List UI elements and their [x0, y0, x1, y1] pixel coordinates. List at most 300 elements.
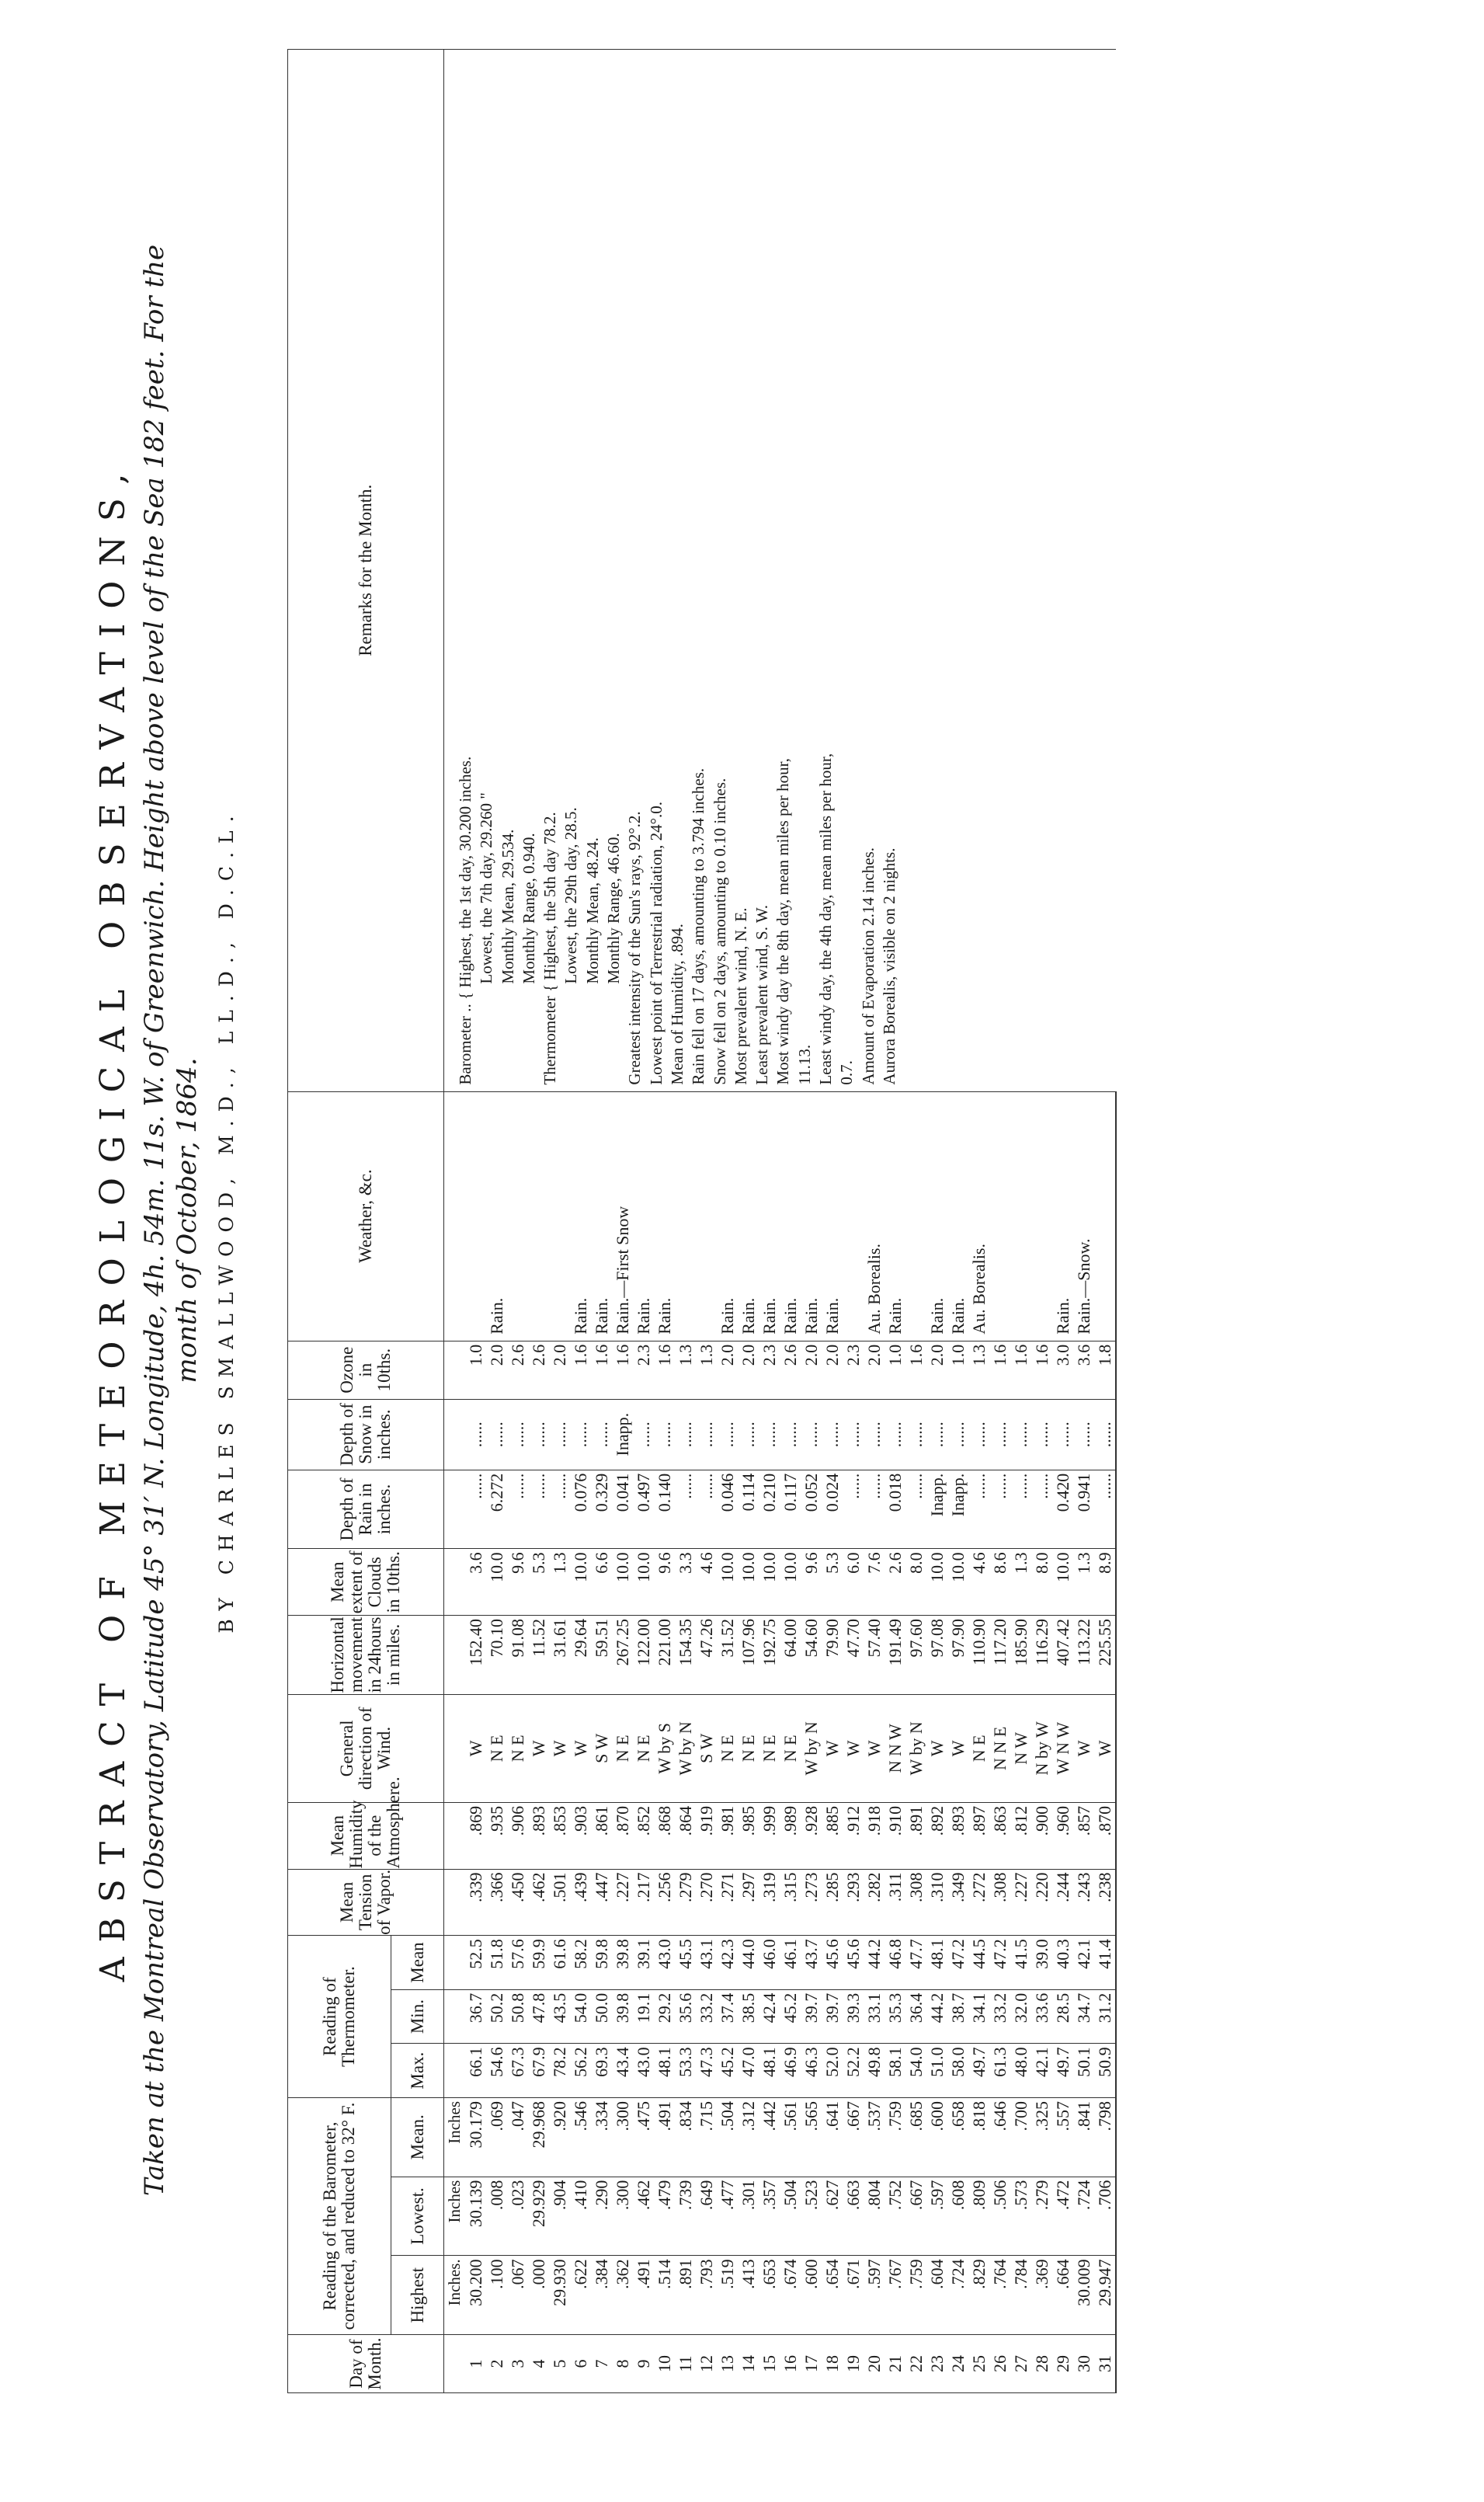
cell-wind: N E	[968, 1694, 989, 1802]
cell-wind: W	[926, 1694, 947, 1802]
cell-therm-min: 33.2	[989, 1989, 1010, 2044]
cell-wind: W	[549, 1694, 570, 1802]
cell-snow: ......	[1094, 1399, 1116, 1470]
cell-humidity: .853	[549, 1802, 570, 1869]
cell-humidity: .912	[843, 1802, 864, 1869]
cell-baro-lowest: .904	[549, 2177, 570, 2256]
cell-snow: ......	[654, 1399, 675, 1470]
cell-snow: Inapp.	[612, 1399, 633, 1470]
cell-therm-mean: 44.5	[968, 1936, 989, 1990]
cell-baro-mean: .557	[1052, 2097, 1073, 2177]
cell-vapor: .439	[570, 1869, 591, 1936]
cell-snow: ......	[926, 1399, 947, 1470]
cell-humidity: .910	[884, 1802, 905, 1869]
cell-therm-mean: 43.7	[801, 1936, 822, 1990]
cell-snow: ......	[1010, 1399, 1031, 1470]
cell-snow: ......	[570, 1399, 591, 1470]
cell-day: 31	[1094, 2335, 1116, 2393]
remark-line: Least windy day, the 4th day, mean miles per hour,	[816, 753, 836, 1085]
remarks-cell	[444, 50, 1117, 1092]
cell-horizontal: 407.42	[1052, 1616, 1073, 1695]
cell-rain: 0.497	[633, 1470, 654, 1549]
remark-line: Thermometer { Highest, the 5th day 78.2.	[540, 812, 560, 1085]
cell-day: 19	[843, 2335, 864, 2393]
cell-wind: W	[843, 1694, 864, 1802]
cell-therm-mean: 59.9	[528, 1936, 549, 1990]
cell-clouds: 3.6	[465, 1549, 486, 1616]
cell-humidity: .863	[989, 1802, 1010, 1869]
cell-baro-mean: .600	[926, 2097, 947, 2177]
cell-baro-highest: .784	[1010, 2256, 1031, 2335]
cell-therm-mean: 42.1	[1073, 1936, 1094, 1990]
cell-baro-mean: .069	[486, 2097, 507, 2177]
cell-rain: 0.041	[612, 1470, 633, 1549]
cell-ozone: 2.3	[843, 1341, 864, 1399]
col-header-weather: Weather, &c.	[288, 1091, 444, 1341]
remark-line: Snow fell on 2 days, amounting to 0.10 inches.	[710, 778, 729, 1085]
cell-humidity: .893	[528, 1802, 549, 1869]
cell-therm-mean: 59.8	[591, 1936, 612, 1990]
cell-weather: Rain.—First Snow	[612, 1091, 633, 1341]
cell-baro-lowest: .300	[612, 2177, 633, 2256]
cell-day: 29	[1052, 2335, 1073, 2393]
cell-ozone: 2.0	[738, 1341, 759, 1399]
cell-day: 22	[905, 2335, 926, 2393]
cell-weather	[843, 1091, 864, 1341]
units-cell	[444, 1936, 466, 1990]
cell-therm-min: 33.6	[1031, 1989, 1052, 2044]
cell-vapor: .273	[801, 1869, 822, 1936]
cell-weather: Rain.	[884, 1091, 905, 1341]
cell-therm-max: 46.3	[801, 2044, 822, 2098]
units-cell	[444, 1470, 466, 1549]
units-cell	[444, 2044, 466, 2098]
cell-ozone: 2.0	[864, 1341, 884, 1399]
cell-clouds: 10.0	[570, 1549, 591, 1616]
units-cell	[444, 1399, 466, 1470]
cell-baro-highest: .597	[864, 2256, 884, 2335]
col-header-thermometer: Reading of Thermometer.	[288, 1936, 391, 2098]
cell-baro-highest: .829	[968, 2256, 989, 2335]
cell-humidity: .864	[675, 1802, 696, 1869]
cell-snow: ......	[486, 1399, 507, 1470]
cell-therm-max: 49.7	[1052, 2044, 1073, 2098]
cell-wind: N E	[738, 1694, 759, 1802]
col-header-clouds: Mean extent of Clouds in 10ths.	[288, 1549, 444, 1616]
cell-therm-mean: 45.5	[675, 1936, 696, 1990]
cell-vapor: .308	[905, 1869, 926, 1936]
cell-rain: ......	[1031, 1470, 1052, 1549]
cell-rain: ......	[968, 1470, 989, 1549]
cell-baro-mean: .561	[780, 2097, 801, 2177]
cell-vapor: .238	[1094, 1869, 1116, 1936]
cell-day: 7	[591, 2335, 612, 2393]
cell-day: 14	[738, 2335, 759, 2393]
units-cell-baro-mean: Inches	[444, 2097, 466, 2177]
cell-therm-max: 67.9	[528, 2044, 549, 2098]
cell-clouds: 10.0	[1052, 1549, 1073, 1616]
cell-weather: Rain.	[822, 1091, 843, 1341]
cell-rain: ......	[465, 1470, 486, 1549]
cell-therm-max: 61.3	[989, 2044, 1010, 2098]
cell-baro-highest: .362	[612, 2256, 633, 2335]
units-cell	[444, 1869, 466, 1936]
cell-snow: ......	[780, 1399, 801, 1470]
cell-baro-lowest: .023	[507, 2177, 528, 2256]
remark-line: Most prevalent wind, N. E.	[731, 907, 750, 1085]
cell-weather	[989, 1091, 1010, 1341]
cell-vapor: .220	[1031, 1869, 1052, 1936]
remark-line: Barometer .. { Highest, the 1st day, 30.200 inches.	[456, 756, 474, 1085]
cell-therm-mean: 47.2	[989, 1936, 1010, 1990]
cell-therm-max: 54.6	[486, 2044, 507, 2098]
cell-horizontal: 54.60	[801, 1616, 822, 1695]
cell-baro-mean: 29.968	[528, 2097, 549, 2177]
cell-therm-mean: 48.1	[926, 1936, 947, 1990]
cell-weather	[507, 1091, 528, 1341]
cell-day: 4	[528, 2335, 549, 2393]
cell-therm-max: 69.3	[591, 2044, 612, 2098]
cell-therm-min: 50.0	[591, 1989, 612, 2044]
cell-clouds: 4.6	[696, 1549, 717, 1616]
cell-rain: ......	[864, 1470, 884, 1549]
cell-baro-highest: .654	[822, 2256, 843, 2335]
units-cell	[444, 1549, 466, 1616]
cell-therm-mean: 52.5	[465, 1936, 486, 1990]
cell-baro-mean: .920	[549, 2097, 570, 2177]
cell-clouds: 8.0	[1031, 1549, 1052, 1616]
cell-rain: ......	[989, 1470, 1010, 1549]
cell-horizontal: 267.25	[612, 1616, 633, 1695]
cell-clouds: 7.6	[864, 1549, 884, 1616]
cell-clouds: 10.0	[926, 1549, 947, 1616]
cell-therm-min: 45.2	[780, 1989, 801, 2044]
cell-therm-min: 34.7	[1073, 1989, 1094, 2044]
cell-day: 1	[465, 2335, 486, 2393]
cell-snow: ......	[465, 1399, 486, 1470]
cell-horizontal: 191.49	[884, 1616, 905, 1695]
cell-therm-min: 32.0	[1010, 1989, 1031, 2044]
cell-rain: Inapp.	[926, 1470, 947, 1549]
cell-weather: Rain.	[654, 1091, 675, 1341]
cell-baro-highest: .604	[926, 2256, 947, 2335]
cell-rain: 0.018	[884, 1470, 905, 1549]
cell-ozone: 2.6	[780, 1341, 801, 1399]
cell-horizontal: 97.08	[926, 1616, 947, 1695]
cell-therm-max: 49.8	[864, 2044, 884, 2098]
cell-humidity: .885	[822, 1802, 843, 1869]
units-cell	[444, 1341, 466, 1399]
cell-horizontal: 117.20	[989, 1616, 1010, 1695]
cell-baro-highest: 30.200	[465, 2256, 486, 2335]
cell-rain: 0.140	[654, 1470, 675, 1549]
units-cell	[444, 1989, 466, 2044]
remark-line: Least prevalent wind, S. W.	[752, 905, 772, 1085]
cell-therm-min: 42.4	[759, 1989, 780, 2044]
cell-clouds: 10.0	[633, 1549, 654, 1616]
cell-ozone: 1.3	[696, 1341, 717, 1399]
remark-line: Greatest intensity of the Sun's rays, 92°.2.	[625, 811, 645, 1085]
cell-day: 25	[968, 2335, 989, 2393]
cell-clouds: 10.0	[738, 1549, 759, 1616]
cell-weather: Rain.	[926, 1091, 947, 1341]
units-cell	[444, 1802, 466, 1869]
cell-therm-max: 66.1	[465, 2044, 486, 2098]
cell-day: 8	[612, 2335, 633, 2393]
cell-humidity: .870	[1094, 1802, 1116, 1869]
cell-therm-max: 45.2	[717, 2044, 738, 2098]
cell-therm-mean: 40.3	[1052, 1936, 1073, 1990]
cell-vapor: .285	[822, 1869, 843, 1936]
cell-rain: ......	[549, 1470, 570, 1549]
cell-clouds: 1.3	[549, 1549, 570, 1616]
units-cell-baro-lowest: Inches	[444, 2177, 466, 2256]
cell-vapor: .243	[1073, 1869, 1094, 1936]
cell-baro-highest: .724	[947, 2256, 968, 2335]
cell-baro-highest: .793	[696, 2256, 717, 2335]
cell-vapor: .279	[675, 1869, 696, 1936]
cell-baro-mean: .641	[822, 2097, 843, 2177]
cell-weather	[1031, 1091, 1052, 1341]
observations-table-wrapper	[287, 49, 1114, 2393]
cell-clouds: 3.3	[675, 1549, 696, 1616]
cell-ozone: 2.0	[801, 1341, 822, 1399]
cell-therm-max: 47.0	[738, 2044, 759, 2098]
cell-clouds: 9.6	[654, 1549, 675, 1616]
cell-snow: ......	[549, 1399, 570, 1470]
cell-rain: 0.076	[570, 1470, 591, 1549]
cell-ozone: 2.0	[486, 1341, 507, 1399]
cell-vapor: .310	[926, 1869, 947, 1936]
cell-snow: ......	[738, 1399, 759, 1470]
cell-weather	[1010, 1091, 1031, 1341]
cell-therm-mean: 39.8	[612, 1936, 633, 1990]
cell-ozone: 1.3	[675, 1341, 696, 1399]
cell-wind: W by S	[654, 1694, 675, 1802]
cell-baro-lowest: .663	[843, 2177, 864, 2256]
cell-vapor: .447	[591, 1869, 612, 1936]
cell-baro-highest: .067	[507, 2256, 528, 2335]
cell-baro-highest: .674	[780, 2256, 801, 2335]
cell-baro-mean: .841	[1073, 2097, 1094, 2177]
cell-wind: W	[528, 1694, 549, 1802]
cell-snow: ......	[1031, 1399, 1052, 1470]
cell-therm-max: 67.3	[507, 2044, 528, 2098]
cell-baro-mean: .759	[884, 2097, 905, 2177]
cell-horizontal: 97.60	[905, 1616, 926, 1695]
cell-baro-lowest: .667	[905, 2177, 926, 2256]
cell-baro-highest: 29.947	[1094, 2256, 1116, 2335]
cell-vapor: .450	[507, 1869, 528, 1936]
cell-ozone: 1.6	[1010, 1341, 1031, 1399]
cell-weather	[1094, 1091, 1116, 1341]
cell-therm-mean: 43.0	[654, 1936, 675, 1990]
remark-line: Monthly Mean, 29.534.	[498, 829, 517, 984]
cell-snow: ......	[989, 1399, 1010, 1470]
cell-snow: ......	[801, 1399, 822, 1470]
cell-therm-mean: 61.6	[549, 1936, 570, 1990]
cell-clouds: 1.3	[1010, 1549, 1031, 1616]
cell-humidity: .985	[738, 1802, 759, 1869]
cell-horizontal: 31.61	[549, 1616, 570, 1695]
cell-baro-mean: .312	[738, 2097, 759, 2177]
cell-therm-min: 50.8	[507, 1989, 528, 2044]
cell-vapor: .462	[528, 1869, 549, 1936]
col-header-ozone: Ozone in 10ths.	[288, 1341, 444, 1399]
cell-clouds: 5.3	[822, 1549, 843, 1616]
cell-ozone: 2.6	[507, 1341, 528, 1399]
cell-baro-highest: .622	[570, 2256, 591, 2335]
cell-therm-max: 53.3	[675, 2044, 696, 2098]
cell-vapor: .293	[843, 1869, 864, 1936]
cell-weather: Rain.	[633, 1091, 654, 1341]
cell-horizontal: 152.40	[465, 1616, 486, 1695]
table-body	[444, 50, 1117, 2393]
cell-baro-highest: .519	[717, 2256, 738, 2335]
cell-baro-lowest: .301	[738, 2177, 759, 2256]
cell-therm-mean: 58.2	[570, 1936, 591, 1990]
cell-ozone: 1.0	[884, 1341, 905, 1399]
col-header-baro-mean: Mean.	[391, 2097, 444, 2177]
cell-baro-highest: .759	[905, 2256, 926, 2335]
cell-humidity: .870	[612, 1802, 633, 1869]
cell-snow: ......	[905, 1399, 926, 1470]
cell-baro-mean: .047	[507, 2097, 528, 2177]
cell-ozone: 2.0	[822, 1341, 843, 1399]
cell-baro-lowest: .608	[947, 2177, 968, 2256]
cell-ozone: 2.3	[633, 1341, 654, 1399]
col-header-wind: General direction of Wind.	[288, 1694, 444, 1802]
cell-baro-lowest: .410	[570, 2177, 591, 2256]
page-title: ABSTRACT OF METEOROLOGICAL OBSERVATIONS,	[93, 458, 133, 1982]
cell-clouds: 4.6	[968, 1549, 989, 1616]
col-header-rain: Depth of Rain in inches.	[288, 1470, 444, 1549]
remark-line: Mean of Humidity, .894.	[667, 924, 686, 1085]
cell-horizontal: 47.26	[696, 1616, 717, 1695]
cell-wind: W	[1073, 1694, 1094, 1802]
cell-day: 11	[675, 2335, 696, 2393]
cell-day: 26	[989, 2335, 1010, 2393]
col-header-baro-lowest: Lowest.	[391, 2177, 444, 2256]
cell-baro-lowest: .477	[717, 2177, 738, 2256]
cell-therm-max: 56.2	[570, 2044, 591, 2098]
cell-wind: W N W	[1052, 1694, 1073, 1802]
cell-rain: 0.114	[738, 1470, 759, 1549]
cell-therm-min: 35.3	[884, 1989, 905, 2044]
cell-rain: ......	[1010, 1470, 1031, 1549]
author-line: BY CHARLES SMALLWOOD, M.D., LL.D., D.C.L.	[215, 807, 238, 1634]
cell-rain: 0.117	[780, 1470, 801, 1549]
cell-day: 28	[1031, 2335, 1052, 2393]
cell-therm-max: 46.9	[780, 2044, 801, 2098]
cell-wind: N E	[612, 1694, 633, 1802]
cell-clouds: 10.0	[759, 1549, 780, 1616]
cell-wind: W	[570, 1694, 591, 1802]
cell-therm-max: 43.4	[612, 2044, 633, 2098]
cell-humidity: .903	[570, 1802, 591, 1869]
cell-horizontal: 154.35	[675, 1616, 696, 1695]
cell-wind: W	[947, 1694, 968, 1802]
cell-rain: ......	[528, 1470, 549, 1549]
cell-horizontal: 11.52	[528, 1616, 549, 1695]
cell-vapor: .244	[1052, 1869, 1073, 1936]
cell-weather: Au. Borealis.	[864, 1091, 884, 1341]
remark-line: Rain fell on 17 days, amounting to 3.794 inches.	[689, 767, 708, 1085]
cell-vapor: .227	[1010, 1869, 1031, 1936]
cell-therm-min: 31.2	[1094, 1989, 1116, 2044]
cell-ozone: 1.0	[465, 1341, 486, 1399]
col-header-therm-min: Min.	[391, 1989, 444, 2044]
cell-day: 5	[549, 2335, 570, 2393]
cell-therm-min: 28.5	[1052, 1989, 1073, 2044]
cell-horizontal: 57.40	[864, 1616, 884, 1695]
cell-snow: ......	[633, 1399, 654, 1470]
cell-baro-highest: .664	[1052, 2256, 1073, 2335]
cell-humidity: .906	[507, 1802, 528, 1869]
cell-therm-min: 37.4	[717, 1989, 738, 2044]
cell-rain: 0.024	[822, 1470, 843, 1549]
cell-therm-mean: 41.5	[1010, 1936, 1031, 1990]
cell-therm-min: 34.1	[968, 1989, 989, 2044]
units-row	[444, 50, 466, 2393]
cell-baro-highest: .671	[843, 2256, 864, 2335]
cell-baro-lowest: .739	[675, 2177, 696, 2256]
cell-rain: 0.420	[1052, 1470, 1073, 1549]
units-cell-baro-highest: Inches.	[444, 2256, 466, 2335]
cell-baro-mean: .834	[675, 2097, 696, 2177]
cell-weather: Rain.	[570, 1091, 591, 1341]
cell-baro-mean: .667	[843, 2097, 864, 2177]
cell-vapor: .271	[717, 1869, 738, 1936]
cell-baro-highest: .653	[759, 2256, 780, 2335]
cell-humidity: .812	[1010, 1802, 1031, 1869]
cell-horizontal: 225.55	[1094, 1616, 1116, 1695]
cell-therm-mean: 39.0	[1031, 1936, 1052, 1990]
cell-therm-mean: 45.6	[822, 1936, 843, 1990]
cell-rain: ......	[905, 1470, 926, 1549]
cell-wind: N N W	[884, 1694, 905, 1802]
cell-therm-max: 49.7	[968, 2044, 989, 2098]
units-cell	[444, 1616, 466, 1695]
cell-humidity: .861	[591, 1802, 612, 1869]
cell-wind: N E	[717, 1694, 738, 1802]
cell-therm-max: 48.0	[1010, 2044, 1031, 2098]
cell-therm-mean: 51.8	[486, 1936, 507, 1990]
cell-vapor: .339	[465, 1869, 486, 1936]
cell-day: 17	[801, 2335, 822, 2393]
cell-baro-highest: .100	[486, 2256, 507, 2335]
cell-baro-mean: .658	[947, 2097, 968, 2177]
cell-clouds: 8.6	[989, 1549, 1010, 1616]
cell-horizontal: 59.51	[591, 1616, 612, 1695]
cell-therm-max: 47.3	[696, 2044, 717, 2098]
remark-line: Lowest, the 7th day, 29.260 "	[477, 792, 496, 984]
col-header-horizontal: Horizontal movement in 24hours in miles.	[288, 1616, 444, 1695]
cell-baro-highest: .369	[1031, 2256, 1052, 2335]
cell-wind: W	[864, 1694, 884, 1802]
cell-baro-mean: .300	[612, 2097, 633, 2177]
cell-horizontal: 91.08	[507, 1616, 528, 1695]
cell-baro-lowest: .724	[1073, 2177, 1094, 2256]
cell-wind: N E	[633, 1694, 654, 1802]
cell-therm-min: 29.2	[654, 1989, 675, 2044]
cell-baro-mean: .818	[968, 2097, 989, 2177]
cell-day: 21	[884, 2335, 905, 2393]
cell-humidity: .919	[696, 1802, 717, 1869]
cell-humidity: .935	[486, 1802, 507, 1869]
cell-snow: ......	[1052, 1399, 1073, 1470]
cell-wind: N E	[507, 1694, 528, 1802]
